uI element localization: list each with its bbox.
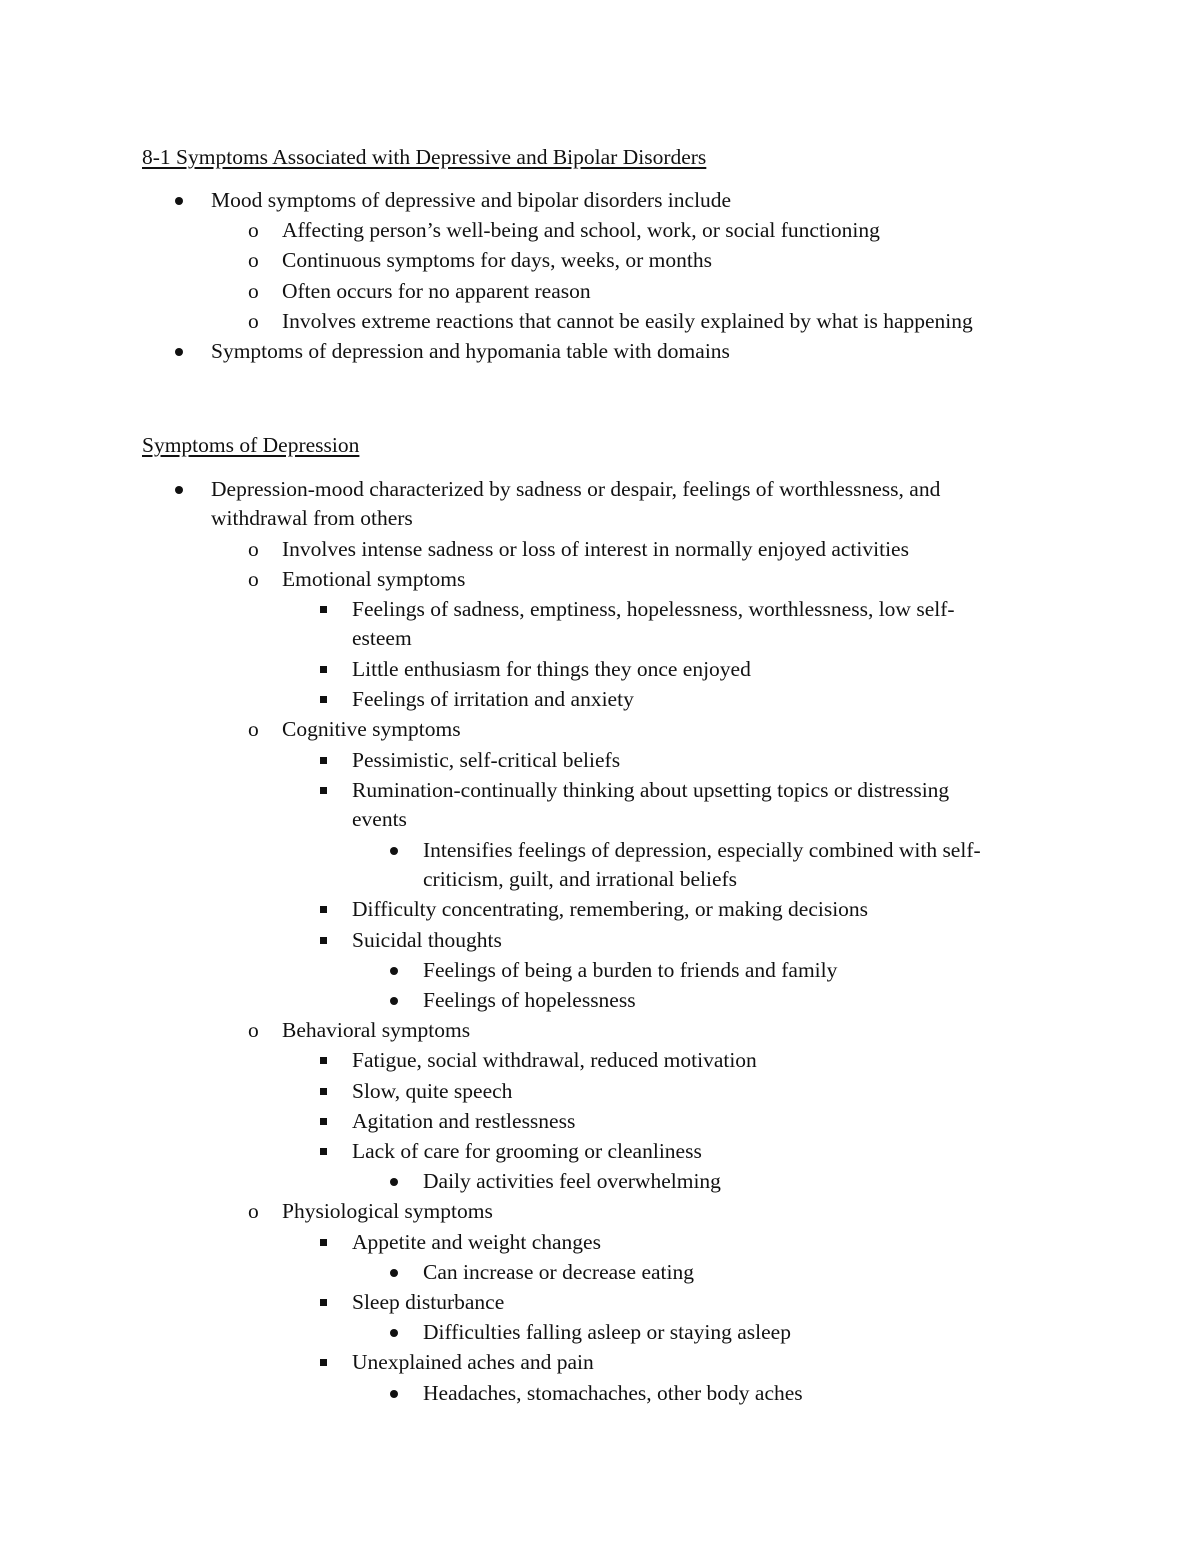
list-item-level-4 [423, 1318, 791, 1347]
list-item-text: Agitation and restlessness [352, 1108, 576, 1133]
bullet-square-icon [320, 1057, 327, 1064]
bullet-disc-icon [390, 847, 398, 855]
list-item-level-3 [352, 685, 634, 714]
list-item-level-2 [248, 565, 466, 594]
list-item-text: Involves intense sadness or loss of interest in normally enjoyed activities [282, 536, 909, 561]
bullet-square-icon [320, 937, 327, 944]
list-item-text: Symptoms of depression and hypomania table with domains [211, 339, 730, 363]
list-item-text: Sleep disturbance [352, 1290, 505, 1314]
bullet-square-icon [320, 787, 327, 794]
list-item-text: Often occurs for no apparent reason [282, 278, 591, 303]
list-item-text: Intensifies feelings of depression, especially combined with self- [423, 837, 981, 862]
list-item-level-3 [352, 1288, 504, 1317]
list-item-level-4 [423, 956, 837, 985]
list-item-text: criticism, guilt, and irrational beliefs [423, 866, 738, 891]
bullet-square-icon [320, 906, 327, 913]
bullet-square-icon [320, 666, 327, 673]
list-item-level-2 [248, 307, 973, 336]
bullet-disc-icon [175, 197, 183, 205]
bullet-disc-icon [175, 486, 183, 494]
section-heading-symptoms-associated: 8-1 Symptoms Associated with Depressive and Bipolar Disorders [142, 145, 707, 169]
bullet-disc-icon [175, 348, 183, 356]
list-item-level-3 [352, 1228, 601, 1257]
section-heading-symptoms-of-depression: Symptoms of Depression [142, 433, 360, 457]
list-item-text: Feelings of sadness, emptiness, hopelessness, worthlessness, low self- [352, 597, 955, 622]
list-item-text: Behavioral symptoms [282, 1018, 471, 1043]
list-item-level-3 [352, 1137, 702, 1166]
list-item-text: Rumination-continually thinking about upsetting topics or distressing [352, 777, 950, 802]
list-item-text: events [352, 806, 407, 831]
bullet-disc-icon [390, 1178, 398, 1186]
bullet-circle-o-icon: o [248, 218, 259, 243]
bullet-disc-icon [390, 1390, 398, 1398]
bullet-disc-icon [390, 997, 398, 1005]
bullet-circle-o-icon: o [248, 1199, 259, 1224]
list-item-level-3 [352, 655, 751, 684]
list-item-level-2 [248, 715, 461, 744]
bullet-disc-icon [390, 1329, 398, 1337]
bullet-circle-o-icon: o [248, 308, 259, 333]
list-item-level-3 [352, 1107, 575, 1136]
list-item-text: Fatigue, social withdrawal, reduced motivation [352, 1048, 757, 1073]
list-item-level-2 [248, 216, 880, 245]
list-item-text: Unexplained aches and pain [352, 1350, 594, 1375]
list-item-text: Continuous symptoms for days, weeks, or months [282, 248, 712, 273]
bullet-circle-o-icon: o [248, 278, 259, 303]
bullet-disc-icon [390, 967, 398, 975]
list-item-level-1 [211, 186, 731, 215]
list-item-text: Cognitive symptoms [282, 717, 461, 742]
list-item-text: Feelings of irritation and anxiety [352, 687, 634, 712]
list-item-level-3 [352, 926, 502, 955]
list-item-level-4 [423, 836, 981, 894]
list-item-text: Emotional symptoms [282, 567, 466, 591]
list-item-text: Affecting person’s well-being and school, work, or social functioning [282, 218, 880, 243]
bullet-circle-o-icon: o [248, 1018, 259, 1043]
list-item-text: Physiological symptoms [282, 1199, 493, 1224]
bullet-disc-icon [390, 1269, 398, 1277]
list-item-level-2 [248, 277, 591, 306]
list-item-text: Feelings of being a burden to friends and family [423, 957, 838, 982]
list-item-level-2 [248, 535, 909, 564]
list-item-level-1 [211, 475, 940, 533]
list-item-text: Difficulty concentrating, remembering, or making decisions [352, 897, 869, 922]
list-item-level-4 [423, 1379, 803, 1408]
list-item-level-4 [423, 986, 636, 1015]
list-item-level-3 [352, 746, 620, 775]
list-item-text: Involves extreme reactions that cannot be easily explained by what is happening [282, 308, 973, 333]
list-item-level-3 [352, 1077, 512, 1106]
list-item-text: Feelings of hopelessness [423, 988, 636, 1012]
list-item-text: Daily activities feel overwhelming [423, 1169, 721, 1194]
list-item-level-3 [352, 895, 868, 924]
bullet-square-icon [320, 757, 327, 764]
list-item-text: Suicidal thoughts [352, 927, 502, 952]
bullet-square-icon [320, 696, 327, 703]
bullet-square-icon [320, 1359, 327, 1366]
bullet-square-icon [320, 1239, 327, 1246]
bullet-circle-o-icon: o [248, 567, 259, 591]
list-item-text: Little enthusiasm for things they once enjoyed [352, 657, 751, 681]
list-item-text: Mood symptoms of depressive and bipolar disorders include [211, 188, 732, 212]
list-item-text: Can increase or decrease eating [423, 1259, 694, 1284]
list-item-text: Slow, quite speech [352, 1078, 513, 1103]
list-item-level-3 [352, 595, 955, 653]
bullet-circle-o-icon: o [248, 248, 259, 273]
list-item-text: Pessimistic, self-critical beliefs [352, 747, 621, 772]
list-item-level-1 [211, 337, 730, 366]
bullet-circle-o-icon: o [248, 717, 259, 742]
bullet-square-icon [320, 1118, 327, 1125]
list-item-level-4 [423, 1167, 721, 1196]
list-item-level-3 [352, 1348, 594, 1377]
list-item-text: Headaches, stomachaches, other body aches [423, 1380, 803, 1405]
list-item-level-4 [423, 1258, 694, 1287]
list-item-text: Depression-mood characterized by sadness or despair, feelings of worthlessness, and [211, 477, 941, 501]
list-item-level-2 [248, 1016, 471, 1045]
list-item-text: esteem [352, 626, 412, 651]
list-item-text: Lack of care for grooming or cleanliness [352, 1139, 702, 1163]
bullet-square-icon [320, 1088, 327, 1095]
list-item-level-3 [352, 776, 949, 834]
bullet-square-icon [320, 606, 327, 613]
bullet-square-icon [320, 1299, 327, 1306]
list-item-level-3 [352, 1046, 757, 1075]
list-item-level-2 [248, 246, 712, 275]
list-item-level-2 [248, 1197, 493, 1226]
bullet-square-icon [320, 1148, 327, 1155]
bullet-circle-o-icon: o [248, 536, 259, 561]
list-item-text: Appetite and weight changes [352, 1229, 601, 1254]
list-item-text: withdrawal from others [211, 506, 413, 530]
list-item-text: Difficulties falling asleep or staying asleep [423, 1320, 791, 1345]
